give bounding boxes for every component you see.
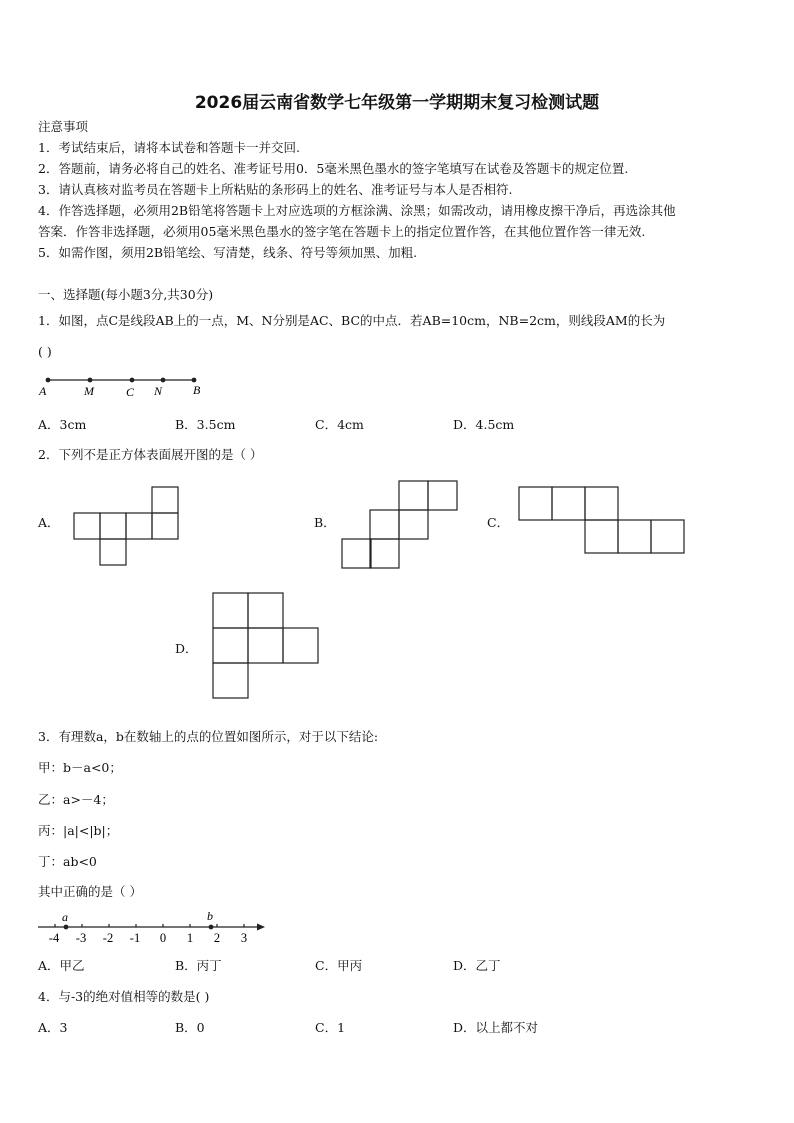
q2-stem: 2．下列不是正方体表面展开图的是（ ） xyxy=(38,447,263,462)
tick-label: -4 xyxy=(48,931,60,945)
tick-label: -3 xyxy=(75,931,87,945)
point-n-label: N xyxy=(154,384,163,398)
notice-item-5: 5．如需作图，须用2B铅笔绘、写清楚，线条、符号等须加黑、加粗. xyxy=(38,245,418,260)
tick-label: 2 xyxy=(213,931,221,945)
q4-stem: 4．与-3的绝对值相等的数是( ) xyxy=(38,989,210,1004)
q3-claim-4: 丁：ab<0 xyxy=(38,854,97,869)
q3-claim-2: 乙：a>－4； xyxy=(38,792,114,807)
section-heading: 一、选择题(每小题3分,共30分) xyxy=(38,287,214,302)
q1-option-d: D．4.5cm xyxy=(453,417,515,432)
q4-option-c: C．1 xyxy=(315,1020,346,1035)
q3-option-d: D．乙丁 xyxy=(453,958,501,973)
q3-number-line xyxy=(36,908,268,948)
notice-item-4-cont: 答案．作答非选择题，必须用05毫米黑色墨水的签字笔在答题卡上的指定位置作答，在其他位置作答一律无效. xyxy=(38,224,646,239)
q3-option-c: C．甲丙 xyxy=(315,958,363,973)
page-title: 2026届云南省数学七年级第一学期期末复习检测试题 xyxy=(194,93,600,113)
point-b-label: B xyxy=(193,383,201,397)
tick-label: 3 xyxy=(240,931,248,945)
notice-item-3: 3．请认真核对监考员在答题卡上所粘贴的条形码上的姓名、准考证号与本人是否相符. xyxy=(38,182,513,197)
q3-option-b: B．丙丁 xyxy=(175,958,222,973)
q3-stem: 3．有理数a，b在数轴上的点的位置如图所示，对于以下结论: xyxy=(38,729,379,744)
tick-label: 0 xyxy=(159,931,167,945)
tick-label: -1 xyxy=(129,931,141,945)
q2-label-d: D． xyxy=(175,641,198,656)
point-b-mark: b xyxy=(207,909,213,923)
q4-option-d: D．以上都不对 xyxy=(453,1020,539,1035)
tick-label: 1 xyxy=(186,931,194,945)
point-a-label: A xyxy=(39,384,47,398)
q2-net-d xyxy=(212,592,322,702)
q4-option-a: A．3 xyxy=(38,1020,68,1035)
q1-option-a: A．3cm xyxy=(38,417,87,432)
q2-label-b: B． xyxy=(314,515,336,530)
q2-net-c xyxy=(518,486,688,554)
q3-question: 其中正确的是（ ） xyxy=(38,884,142,899)
notice-item-1: 1．考试结束后，请将本试卷和答题卡一并交回. xyxy=(38,140,300,155)
q1-segment-figure xyxy=(36,372,216,400)
q2-label-c: C． xyxy=(487,515,510,530)
q1-paren: ( ) xyxy=(38,344,52,359)
tick-label: -2 xyxy=(102,931,114,945)
q2-net-b xyxy=(341,480,459,568)
q1-option-c: C．4cm xyxy=(315,417,364,432)
q2-label-a: A． xyxy=(38,515,60,530)
notice-item-4: 4．作答选择题，必须用2B铅笔将答题卡上对应选项的方框涂满、涂黑；如需改动，请用橡皮擦干净后，再选涂其他 xyxy=(38,203,676,218)
notice-heading: 注意事项 xyxy=(38,119,89,134)
q1-stem: 1．如图，点C是线段AB上的一点，M、N分别是AC、BC的中点．若AB=10cm，NB=2cm，则线段AM的长为 xyxy=(38,313,666,328)
point-m-label: M xyxy=(84,384,94,398)
q3-claim-3: 丙：|a|<|b|； xyxy=(38,823,119,838)
point-c-label: C xyxy=(126,385,135,399)
point-a-mark: a xyxy=(62,910,68,924)
q3-option-a: A．甲乙 xyxy=(38,958,85,973)
q1-option-b: B．3.5cm xyxy=(175,417,236,432)
q2-net-a xyxy=(73,487,181,567)
q4-option-b: B．0 xyxy=(175,1020,205,1035)
notice-item-2: 2．答题前，请务必将自己的姓名、准考证号用0．5毫米黑色墨水的签字笔填写在试卷及答题卡的规定位置. xyxy=(38,161,629,176)
q3-claim-1: 甲：b－a<0； xyxy=(38,760,122,775)
